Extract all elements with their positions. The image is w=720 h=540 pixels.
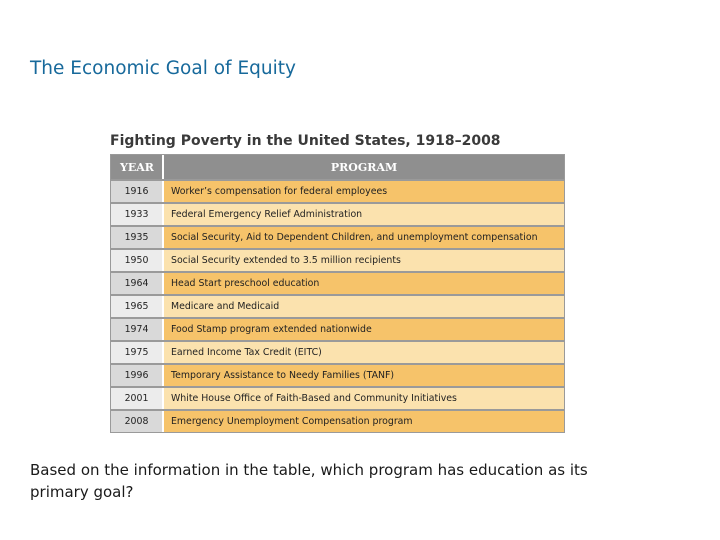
table-row — [111, 273, 564, 294]
table-title: Fighting Poverty in the United States, 1918–2008 — [110, 133, 501, 149]
year-cell: 1996 — [111, 365, 164, 386]
year-cell: 2008 — [111, 411, 164, 432]
program-cell: Head Start preschool education — [164, 273, 564, 294]
poverty-table-figure — [110, 133, 565, 433]
header-program: PROGRAM — [330, 160, 398, 174]
year-cell: 1950 — [111, 250, 164, 271]
year-cell: 1933 — [111, 204, 164, 225]
program-cell: Emergency Unemployment Compensation program — [164, 411, 564, 432]
table-row — [111, 181, 564, 202]
program-cell: Medicare and Medicaid — [164, 296, 564, 317]
table-row — [111, 204, 564, 225]
question-text: Based on the information in the table, which program has education as its primary goal? — [30, 461, 588, 501]
year-cell: 1974 — [111, 319, 164, 340]
year-cell: 2001 — [111, 388, 164, 409]
program-cell: Temporary Assistance to Needy Families (TANF) — [164, 365, 564, 386]
program-cell: White House Office of Faith-Based and Community Initiatives — [164, 388, 564, 409]
poverty-programs-table — [110, 154, 565, 433]
program-cell: Social Security extended to 3.5 million recipients — [164, 250, 564, 271]
program-cell: Food Stamp program extended nationwide — [164, 319, 564, 340]
slide-title: The Economic Goal of Equity — [30, 58, 296, 79]
table-row — [111, 365, 564, 386]
program-cell: Federal Emergency Relief Administration — [164, 204, 564, 225]
header-year: YEAR — [111, 155, 164, 179]
table-row — [111, 342, 564, 363]
table-row — [111, 319, 564, 340]
year-cell: 1916 — [111, 181, 164, 202]
table-row — [111, 250, 564, 271]
year-cell: 1965 — [111, 296, 164, 317]
program-cell: Social Security, Aid to Dependent Children, and unemployment compensation — [164, 227, 564, 248]
program-cell: Worker’s compensation for federal employees — [164, 181, 564, 202]
table-row — [111, 296, 564, 317]
year-cell: 1964 — [111, 273, 164, 294]
year-cell: 1935 — [111, 227, 164, 248]
program-cell: Earned Income Tax Credit (EITC) — [164, 342, 564, 363]
year-cell: 1975 — [111, 342, 164, 363]
table-row — [111, 411, 564, 432]
table-header — [111, 155, 564, 179]
table-row — [111, 388, 564, 409]
table-row — [111, 227, 564, 248]
